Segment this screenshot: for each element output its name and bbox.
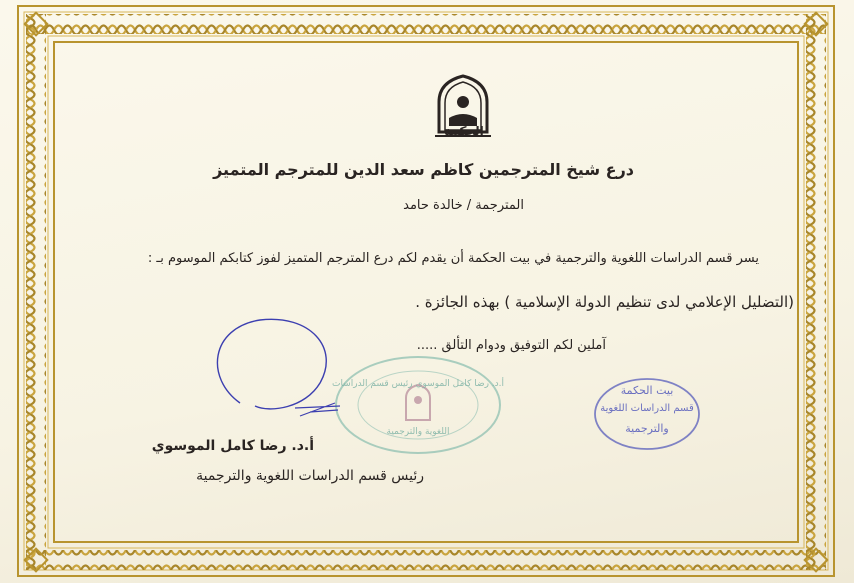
signatory-name: أ.د. رضا كامل الموسوي [151, 438, 314, 454]
book-title-line: (التضليل الإعلامي لدى تنظيم الدولة الإسلامية ) بهذه الجائزة . [415, 293, 794, 311]
body-text-line-1: يسر قسم الدراسات اللغوية والترجمية في بيت الحكمة أن يقدم لكم درع المترجم المتميز لفوز كتابكم الموسوم بـ : [147, 251, 759, 266]
stamp-line-1: بيت الحكمة [620, 384, 674, 397]
certificate-title: درع شيخ المترجمين كاظم سعد الدين للمترجم المتميز [213, 160, 634, 179]
logo-wordmark: الحكمة [444, 124, 484, 138]
signatory-position: رئيس قسم الدراسات اللغوية والترجمية [196, 468, 424, 484]
stamp-line-3: والترجمية [625, 422, 669, 435]
handwritten-signature [200, 308, 360, 428]
stamp-line-2: قسم الدراسات اللغوية [600, 403, 694, 414]
recipient-line: المترجمة / خالدة حامد [403, 198, 524, 213]
seal-ring-text: أ.د. رضا كامل الموسوي رئيس قسم الدراسات اللغوية والترجمية [331, 379, 505, 437]
closing-line: آملين لكم التوفيق ودوام التألق ..... [416, 338, 606, 353]
